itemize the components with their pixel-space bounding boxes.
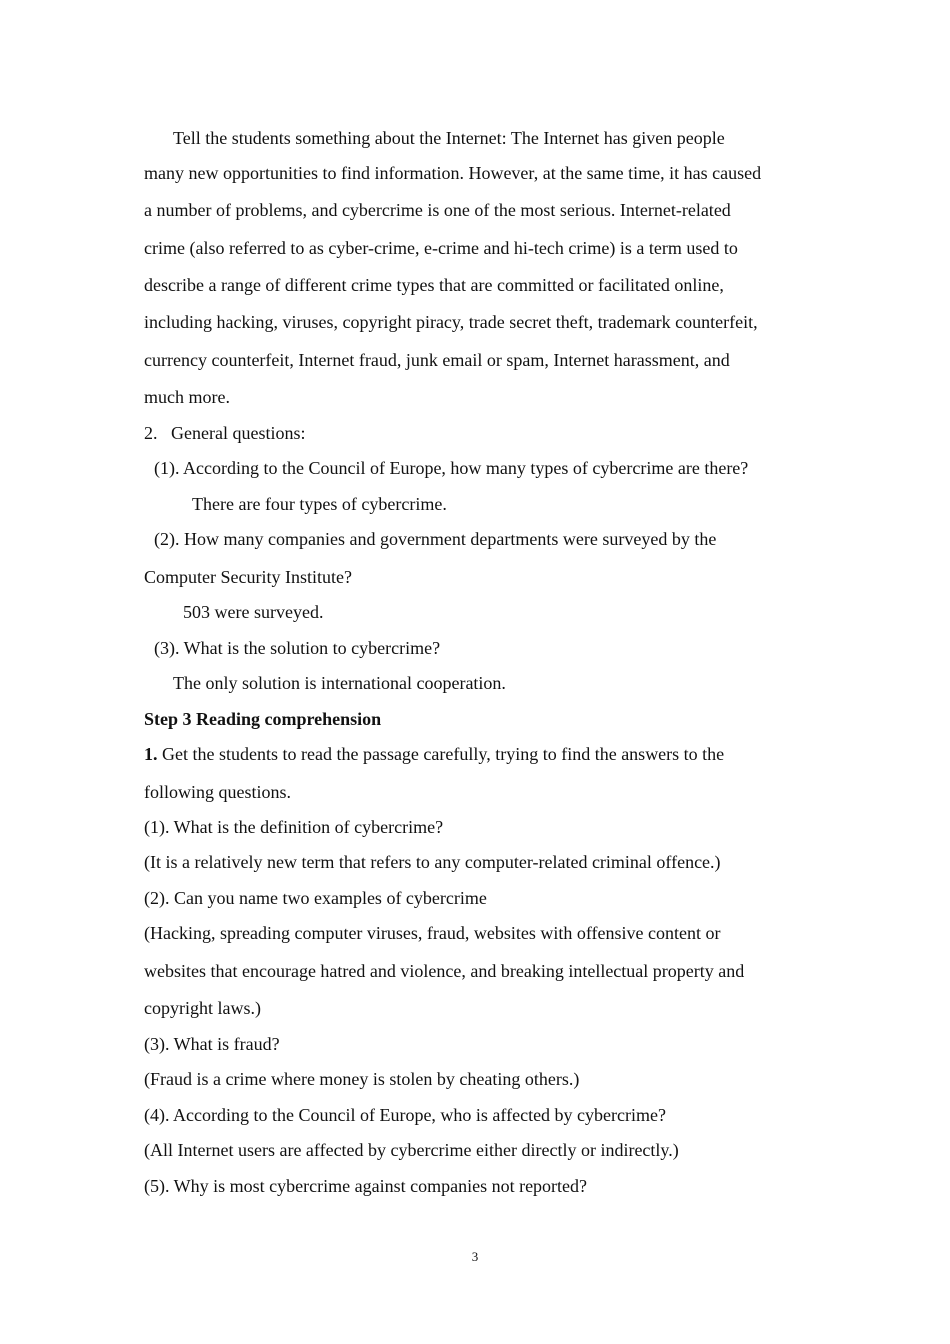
reading-answer-2-line-3: copyright laws.)	[144, 998, 261, 1018]
reading-answer-3: (Fraud is a crime where money is stolen by cheating others.)	[144, 1069, 580, 1089]
reading-answer-2-line-1: (Hacking, spreading computer viruses, fraud, websites with offensive content or	[144, 923, 721, 943]
intro-line-4: crime (also referred to as cyber-crime, e-crime and hi-tech crime) is a term used to	[144, 238, 738, 258]
intro-line-5: describe a range of different crime types that are committed or facilitated online,	[144, 275, 724, 295]
step3-heading: Step 3 Reading comprehension	[144, 709, 382, 729]
general-answer-2: 503 were surveyed.	[183, 602, 324, 622]
intro-line-6: including hacking, viruses, copyright piracy, trade secret theft, trademark counterfeit,	[144, 312, 758, 332]
step3-item1-text: Get the students to read the passage carefully, trying to find the answers to the	[162, 744, 725, 764]
general-question-2-line-2: Computer Security Institute?	[144, 567, 352, 587]
reading-answer-4: (All Internet users are affected by cybercrime either directly or indirectly.)	[144, 1140, 679, 1160]
intro-line-1: Tell the students something about the Internet: The Internet has given people	[173, 128, 725, 148]
reading-question-3: (3). What is fraud?	[144, 1034, 280, 1054]
reading-question-5: (5). Why is most cybercrime against companies not reported?	[144, 1176, 588, 1196]
reading-answer-1: (It is a relatively new term that refers to any computer-related criminal offence.)	[144, 852, 721, 872]
page-number: 3	[471, 1249, 479, 1264]
reading-question-2: (2). Can you name two examples of cybercrime	[144, 888, 487, 908]
reading-answer-2-line-2: websites that encourage hatred and violence, and breaking intellectual property and	[144, 961, 745, 981]
intro-line-8: much more.	[144, 387, 230, 407]
general-questions-heading: 2. General questions:	[144, 423, 306, 443]
reading-question-4: (4). According to the Council of Europe, who is affected by cybercrime?	[144, 1105, 666, 1125]
general-question-3: (3). What is the solution to cybercrime?	[154, 638, 441, 658]
general-answer-3: The only solution is international cooperation.	[173, 673, 506, 693]
general-question-1: (1). According to the Council of Europe, how many types of cybercrime are there?	[154, 458, 749, 478]
reading-question-1: (1). What is the definition of cybercrime?	[144, 817, 444, 837]
intro-line-3: a number of problems, and cybercrime is one of the most serious. Internet-related	[144, 200, 731, 220]
step3-item1-line-2: following questions.	[144, 782, 291, 802]
intro-line-7: currency counterfeit, Internet fraud, junk email or spam, Internet harassment, and	[144, 350, 730, 370]
step3-item1-number: 1.	[144, 744, 158, 764]
general-question-2-line-1: (2). How many companies and government departments were surveyed by the	[154, 529, 717, 549]
general-answer-1: There are four types of cybercrime.	[192, 494, 447, 514]
intro-line-2: many new opportunities to find information. However, at the same time, it has caused	[144, 163, 762, 183]
step3-item1-line-1	[144, 743, 805, 765]
